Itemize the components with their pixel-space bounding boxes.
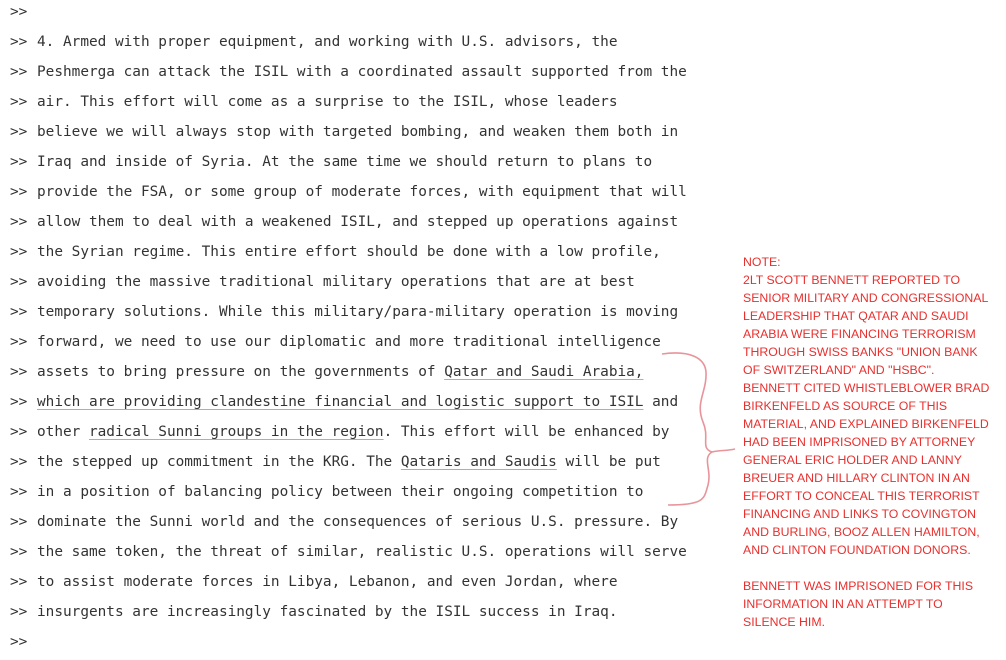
quoted-line xyxy=(10,477,643,507)
quoted-line-text: Peshmerga can attack the ISIL with a coordinated assault supported from the xyxy=(37,64,687,80)
quoted-line-text: avoiding the massive traditional military operations that are at best xyxy=(37,274,635,290)
quote-marker: >> xyxy=(10,244,28,260)
quoted-line-text: in a position of balancing policy between their ongoing competition to xyxy=(37,484,644,500)
note-line: BENNETT WAS IMPRISONED FOR THIS xyxy=(743,579,974,593)
quoted-line xyxy=(10,27,617,57)
note-line: LEADERSHIP THAT QATAR AND SAUDI xyxy=(743,309,969,323)
note-heading: NOTE: xyxy=(743,255,781,269)
quoted-line-text: 4. Armed with proper equipment, and working with U.S. advisors, the xyxy=(37,34,618,50)
quoted-line-text: the Syrian regime. This entire effort should be done with a low profile, xyxy=(37,244,661,260)
quoted-line xyxy=(10,297,678,327)
underlined-phrase: Qatar and Saudi Arabia, xyxy=(444,364,644,380)
quoted-line xyxy=(10,447,661,477)
quote-marker: >> xyxy=(10,124,28,140)
red-annotation-note xyxy=(743,253,1001,631)
note-body xyxy=(743,271,1001,559)
quoted-line-text: air. This effort will come as a surprise to the ISIL, whose leaders xyxy=(37,94,618,110)
quoted-line xyxy=(10,0,37,27)
note-line: MATERIAL, AND EXPLAINED BIRKENFELD xyxy=(743,417,989,431)
quoted-line xyxy=(10,207,678,237)
quoted-line-text: to assist moderate forces in Libya, Lebanon, and even Jordan, where xyxy=(37,574,618,590)
quoted-line xyxy=(10,537,687,567)
quote-marker: >> xyxy=(10,394,28,410)
quote-marker: >> xyxy=(10,304,28,320)
quoted-line xyxy=(10,357,643,387)
underlined-phrase: radical Sunni groups in the region xyxy=(88,424,384,440)
quoted-line-text: Iraq and inside of Syria. At the same time we should return to plans to xyxy=(37,154,653,170)
quote-marker: >> xyxy=(10,604,28,620)
quote-marker: >> xyxy=(10,274,28,290)
note-line: HAD BEEN IMPRISONED BY ATTORNEY xyxy=(743,435,976,449)
quoted-line-text: the stepped up commitment in the KRG. The Qataris and Saudis will be put xyxy=(37,454,661,470)
quoted-line-text: assets to bring pressure on the governments of Qatar and Saudi Arabia, xyxy=(37,364,644,380)
quoted-line xyxy=(10,57,687,87)
note-line: FINANCING AND LINKS TO COVINGTON xyxy=(743,507,976,521)
note-line: SENIOR MILITARY AND CONGRESSIONAL xyxy=(743,291,989,305)
quote-marker: >> xyxy=(10,514,28,530)
quoted-line xyxy=(10,117,678,147)
note-line: EFFORT TO CONCEAL THIS TERRORIST xyxy=(743,489,980,503)
quoted-line-text: forward, we need to use our diplomatic and more traditional intelligence xyxy=(37,334,661,350)
quote-marker: >> xyxy=(10,184,28,200)
note-line: 2LT SCOTT BENNETT REPORTED TO xyxy=(743,273,961,287)
quoted-line-text: temporary solutions. While this military/para-military operation is moving xyxy=(37,304,679,320)
underlined-phrase: which are providing clandestine financial and logistic support to ISIL xyxy=(37,394,644,410)
note-line: AND BURLING, BOOZ ALLEN HAMILTON, xyxy=(743,525,980,539)
note-line: INFORMATION IN AN ATTEMPT TO xyxy=(743,597,943,611)
quoted-line-text: allow them to deal with a weakened ISIL, and stepped up operations against xyxy=(37,214,679,230)
note-line: THROUGH SWISS BANKS "UNION BANK xyxy=(743,345,978,359)
quote-marker: >> xyxy=(10,154,28,170)
quote-marker: >> xyxy=(10,34,28,50)
note-conclusion xyxy=(743,577,1001,631)
quoted-line-text: insurgents are increasingly fascinated by the ISIL success in Iraq. xyxy=(37,604,618,620)
quoted-line-text: which are providing clandestine financial and logistic support to ISIL and xyxy=(37,394,679,410)
quoted-line xyxy=(10,507,678,537)
note-line: BREUER AND HILLARY CLINTON IN AN xyxy=(743,471,970,485)
underlined-phrase: Qataris and Saudis xyxy=(400,454,557,470)
quoted-line-text: dominate the Sunni world and the consequences of serious U.S. pressure. By xyxy=(37,514,679,530)
quote-marker: >> xyxy=(10,364,28,380)
quote-marker: >> xyxy=(10,214,28,230)
quoted-line xyxy=(10,147,652,177)
note-line: BIRKENFELD AS SOURCE OF THIS xyxy=(743,399,948,413)
quoted-line xyxy=(10,87,617,117)
quoted-line-text: believe we will always stop with targeted bombing, and weaken them both in xyxy=(37,124,679,140)
quoted-line xyxy=(10,567,617,597)
quote-marker: >> xyxy=(10,574,28,590)
note-line: OF SWITZERLAND" AND "HSBC". xyxy=(743,363,935,377)
quoted-line xyxy=(10,237,661,267)
quoted-line xyxy=(10,597,617,627)
note-line: ARABIA WERE FINANCING TERRORISM xyxy=(743,327,976,341)
quoted-line-text: provide the FSA, or some group of moderate forces, with equipment that will xyxy=(37,184,687,200)
quote-marker: >> xyxy=(10,484,28,500)
note-line: BENNETT CITED WHISTLEBLOWER BRAD xyxy=(743,381,990,395)
quote-marker: >> xyxy=(10,94,28,110)
note-line: AND CLINTON FOUNDATION DONORS. xyxy=(743,543,971,557)
quoted-line xyxy=(10,417,669,447)
quoted-line xyxy=(10,627,37,657)
quote-marker: >> xyxy=(10,544,28,560)
quote-marker: >> xyxy=(10,334,28,350)
quoted-line xyxy=(10,327,661,357)
note-line: GENERAL ERIC HOLDER AND LANNY xyxy=(743,453,962,467)
note-line: SILENCE HIM. xyxy=(743,615,825,629)
quoted-line xyxy=(10,387,678,417)
quote-marker: >> xyxy=(10,634,28,650)
quote-marker: >> xyxy=(10,4,28,20)
quoted-line xyxy=(10,177,687,207)
quoted-line xyxy=(10,267,635,297)
quote-marker: >> xyxy=(10,424,28,440)
quoted-line-text: other radical Sunni groups in the region. This effort will be enhanced by xyxy=(37,424,670,440)
quote-marker: >> xyxy=(10,454,28,470)
quoted-line-text: the same token, the threat of similar, realistic U.S. operations will serve xyxy=(37,544,687,560)
quote-marker: >> xyxy=(10,64,28,80)
